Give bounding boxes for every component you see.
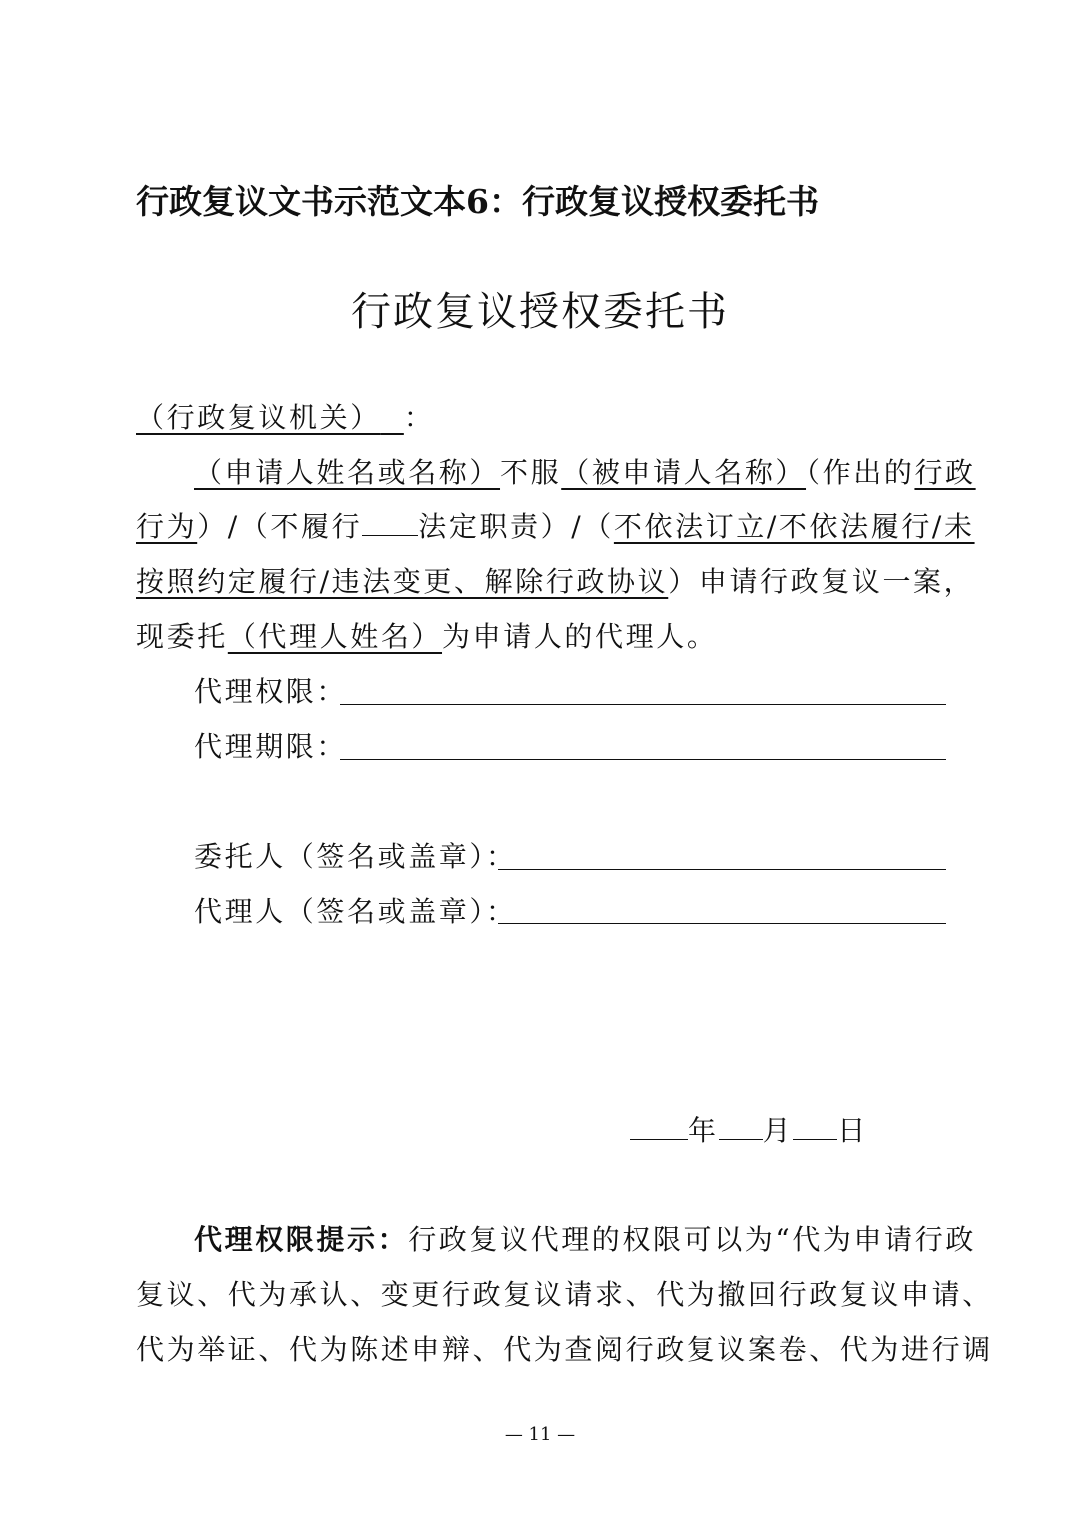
duty-text: 法定职责 bbox=[418, 510, 541, 543]
day-label: 日 bbox=[837, 1114, 868, 1147]
year-blank[interactable] bbox=[630, 1111, 688, 1140]
month-blank[interactable] bbox=[719, 1111, 763, 1140]
document-heading: 行政复议文书示范文本6：行政复议授权委托书 bbox=[136, 182, 819, 221]
body-line-3 bbox=[136, 562, 974, 602]
authority-field-line[interactable] bbox=[340, 704, 946, 705]
addressee-underline-gap bbox=[381, 401, 404, 434]
act-text-part2: 行为 bbox=[136, 510, 198, 543]
date-line bbox=[630, 1111, 868, 1151]
entrust-suffix: 为申请人的代理人。 bbox=[442, 620, 718, 653]
hint-line-3: 代为举证、代为陈述申辩、代为查阅行政复议案卷、代为进行调 bbox=[136, 1333, 993, 1366]
month-label: 月 bbox=[762, 1114, 794, 1147]
term-field-line[interactable] bbox=[340, 759, 946, 760]
agent-name-blank: （代理人姓名） bbox=[227, 620, 443, 653]
agent-signature-line[interactable] bbox=[498, 923, 946, 924]
principal-signature-line[interactable] bbox=[498, 869, 946, 870]
addressee-colon: ： bbox=[403, 401, 435, 434]
hint-line-2: 复议、代为承认、变更行政复议请求、代为撤回行政复议申请、 bbox=[136, 1278, 993, 1311]
case-text: ）申请行政复议一案， bbox=[668, 565, 975, 598]
body-line-2 bbox=[136, 507, 975, 547]
separator-1: ）/（不履行 bbox=[197, 510, 363, 543]
duty-blank bbox=[362, 507, 418, 536]
page-number: — 11 — bbox=[504, 1424, 576, 1445]
not-accept-text: 不服 bbox=[500, 456, 562, 489]
principal-signature-label: 委托人（签名或盖章）： bbox=[194, 840, 517, 873]
form-title: 行政复议授权委托书 bbox=[351, 289, 729, 335]
act-text-part1: 行政 bbox=[914, 456, 976, 489]
entrust-prefix: 现委托 bbox=[136, 620, 228, 653]
hint-text-1: 行政复议代理的权限可以为“代为申请行政 bbox=[408, 1223, 976, 1256]
separator-2: ）/（ bbox=[540, 510, 614, 543]
applicant-blank: （申请人姓名或名称） bbox=[194, 456, 501, 489]
body-line-4 bbox=[136, 617, 717, 657]
agreement-text-part2: 按照约定履行/违法变更、解除行政协议 bbox=[136, 565, 669, 598]
addressee-name: （行政复议机关） bbox=[136, 401, 381, 434]
hint-line-1 bbox=[194, 1220, 976, 1260]
act-paren-open: （作出的 bbox=[806, 456, 915, 489]
authority-label: 代理权限： bbox=[194, 675, 348, 708]
body-line-1 bbox=[194, 453, 976, 493]
respondent-blank: （被申请人名称） bbox=[561, 456, 807, 489]
hint-label: 代理权限提示： bbox=[194, 1223, 409, 1256]
day-blank[interactable] bbox=[793, 1111, 837, 1140]
agent-signature-label: 代理人（签名或盖章）： bbox=[194, 895, 517, 928]
year-label: 年 bbox=[688, 1114, 719, 1147]
term-label: 代理期限： bbox=[194, 730, 348, 763]
addressee-line bbox=[136, 398, 434, 438]
agreement-text-part1: 不依法订立/不依法履行/未 bbox=[613, 510, 975, 543]
